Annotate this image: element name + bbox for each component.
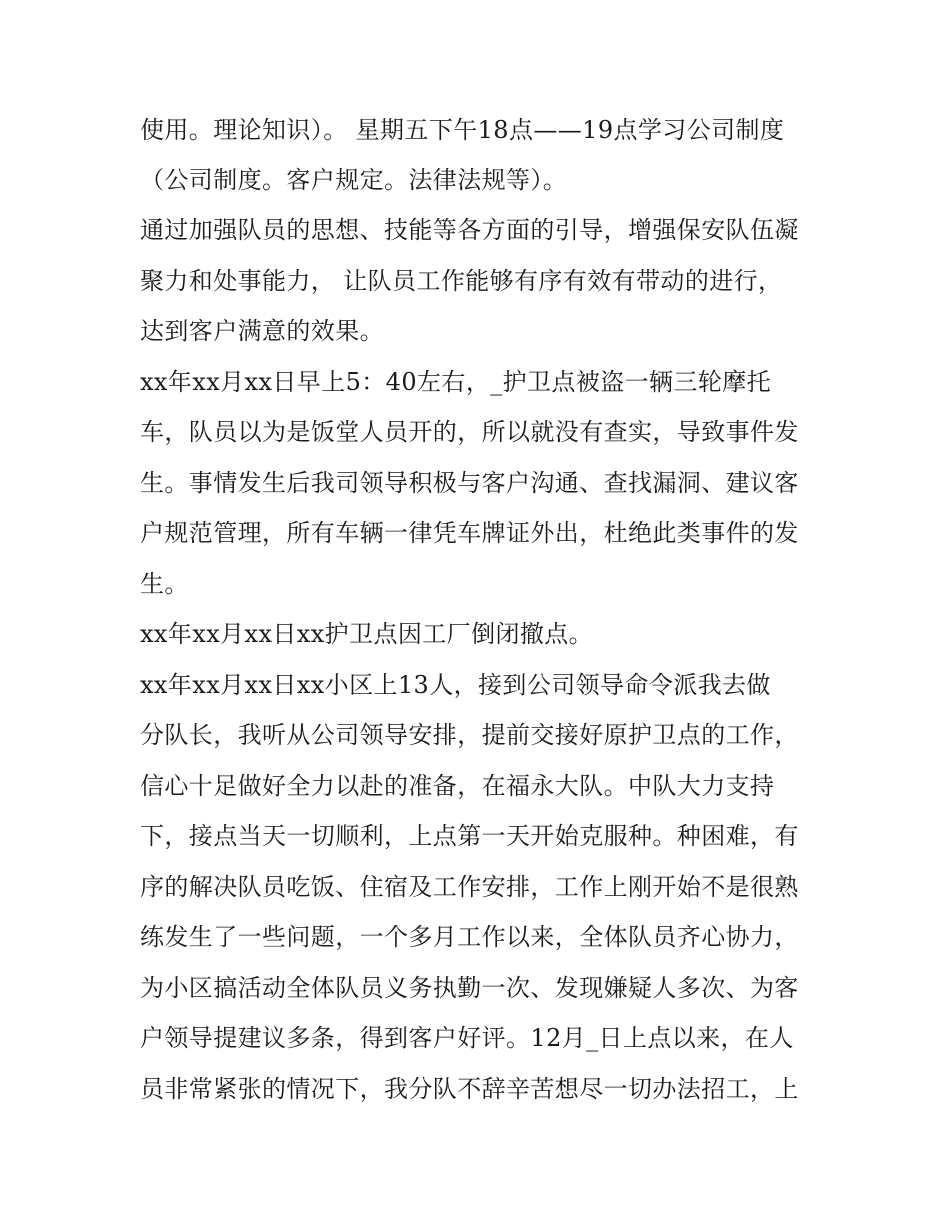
text-line: 通过加强队员的思想、技能等各方面的引导，增强保安队伍凝: [140, 216, 799, 244]
text-line: 聚力和处事能力， 让队员工作能够有序有效有带动的进行，: [140, 267, 783, 295]
text-line: 为小区搞活动全体队员义务执勤一次、发现嫌疑人多次、为客: [140, 974, 799, 1002]
text-line: 达到客户满意的效果。: [140, 317, 384, 345]
text-line: 下，接点当天一切顺利，上点第一天开始克服种。种困难，有: [140, 822, 799, 850]
text-line: 分队长，我听从公司领导安排，提前交接好原护卫点的工作，: [140, 721, 799, 749]
text-line: 员非常紧张的情况下，我分队不辞辛苦想尽一切办法招工，上: [140, 1075, 799, 1103]
text-line: 生。: [140, 570, 189, 598]
text-line: 使用。理论知识）。 星期五下午18点——19点学习公司制度: [140, 116, 785, 144]
text-line: 车，队员以为是饭堂人员开的，所以就没有查实，导致事件发: [140, 418, 799, 446]
text-line: 练发生了一些问题，一个多月工作以来，全体队员齐心协力，: [140, 923, 799, 951]
text-line: xx年xx月xx日xx小区上13人，接到公司领导命令派我去做: [140, 671, 771, 699]
text-line: 户领导提建议多条，得到客户好评。12月_日上点以来，在人: [140, 1024, 794, 1052]
text-line: 生。事情发生后我司领导积极与客户沟通、查找漏洞、建议客: [140, 469, 799, 497]
text-line: （公司制度。客户规定。法律法规等）。: [140, 166, 568, 194]
text-line: 户规范管理，所有车辆一律凭车牌证外出，杜绝此类事件的发: [140, 519, 799, 547]
text-line: 序的解决队员吃饭、住宿及工作安排，工作上刚开始不是很熟: [140, 873, 799, 901]
text-line: xx年xx月xx日早上5：40左右，_护卫点被盗一辆三轮摩托: [140, 368, 772, 396]
text-line: xx年xx月xx日xx护卫点因工厂倒闭撤点。: [140, 620, 594, 648]
text-line: 信心十足做好全力以赴的准备，在福永大队。中队大力支持: [140, 772, 775, 800]
